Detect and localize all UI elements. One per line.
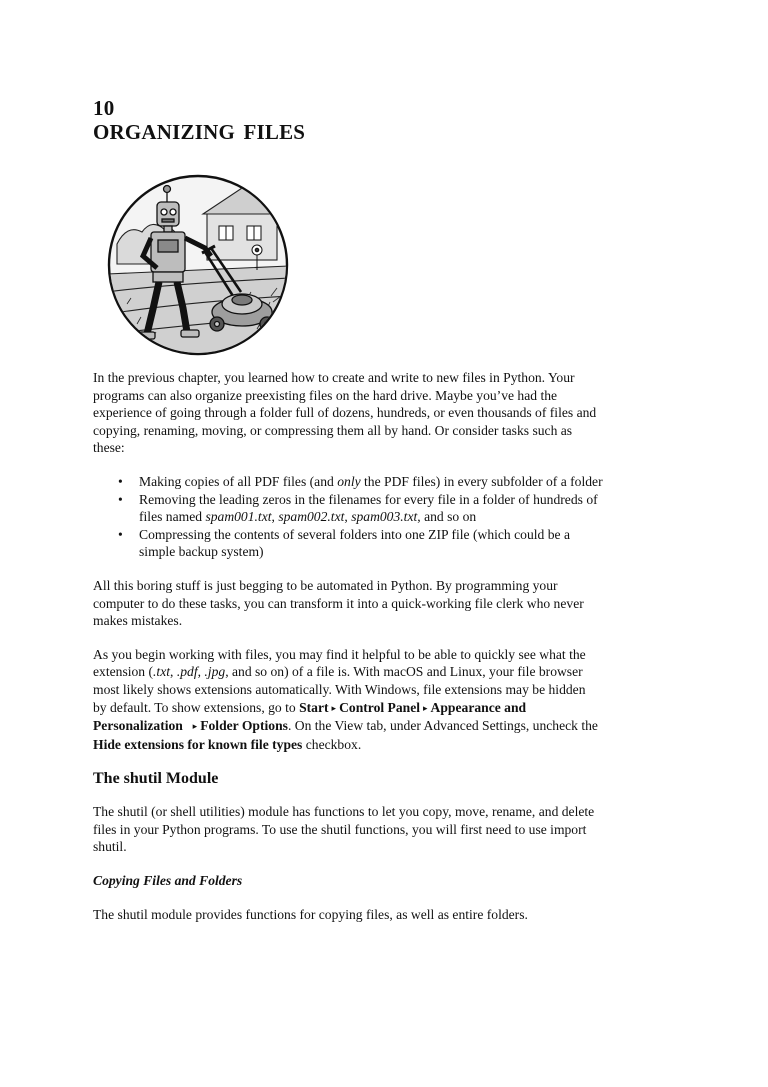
automation-line-2: computer to do these tasks, you can transform it into a quick-working file clerk who never bbox=[93, 595, 584, 611]
extensions-line-4-pre: by default. To show extensions, go to bbox=[93, 699, 300, 715]
chapter-title: ORGANIZING FILES bbox=[93, 120, 306, 144]
shutil-paragraph bbox=[93, 803, 673, 856]
menu-path-control-panel: Control Panel bbox=[339, 699, 421, 715]
copying-paragraph: The shutil module provides functions for copying files, as well as entire folders. bbox=[93, 906, 528, 922]
list-item bbox=[93, 473, 673, 491]
bullet-icon: • bbox=[118, 473, 123, 489]
extensions-paragraph bbox=[93, 646, 673, 754]
bullet-3-line-1: Compressing the contents of several folders into one ZIP file (which could be a bbox=[139, 526, 570, 542]
bullet-2-line-1: Removing the leading zeros in the filenames for every file in a folder of hundreds of bbox=[139, 491, 598, 507]
menu-path-personalization: Personalization bbox=[93, 718, 183, 734]
extensions-line-6-post: checkbox. bbox=[302, 736, 362, 752]
bullet-2-post: , and so on bbox=[417, 509, 477, 525]
bullet-1-emphasis: only bbox=[337, 473, 361, 489]
extensions-comma-1: , bbox=[170, 664, 177, 680]
document-page bbox=[93, 96, 673, 922]
robot-mowing-lawn-illustration bbox=[107, 174, 289, 356]
bullet-2-sep-2: , bbox=[344, 509, 352, 525]
shutil-line-3: shutil. bbox=[93, 839, 127, 855]
bullet-1-text-b: the PDF files) in every subfolder of a folder bbox=[360, 473, 603, 489]
extensions-comma-2: , bbox=[197, 664, 205, 680]
menu-path-start: Start bbox=[299, 699, 329, 715]
hide-extensions-option: Hide extensions for known file types bbox=[93, 736, 303, 752]
extension-jpg: .jpg bbox=[204, 664, 226, 680]
bullet-2-line-2-pre: files named bbox=[139, 509, 206, 525]
intro-line-2: programs can also organize preexisting files on the hard drive. Maybe you’ve had the bbox=[93, 387, 558, 403]
extensions-line-5-post: . On the View tab, under Advanced Settings, uncheck the bbox=[287, 718, 598, 734]
bullet-2-sep-1: , bbox=[271, 509, 279, 525]
chapter-number: 10 bbox=[93, 96, 115, 120]
bullet-icon: • bbox=[118, 526, 123, 542]
intro-line-3: experience of going through a folder full of dozens, hundreds, or even thousands of files and bbox=[93, 405, 597, 421]
shutil-line-2: files in your Python programs. To use the shutil functions, you will first need to use import bbox=[93, 821, 587, 837]
task-bullet-list bbox=[93, 473, 673, 561]
extensions-line-2-pre: extension ( bbox=[93, 664, 154, 680]
automation-line-1: All this boring stuff is just begging to be automated in Python. By programming your bbox=[93, 577, 558, 593]
bullet-icon: • bbox=[118, 491, 123, 507]
intro-line-4: copying, renaming, moving, or compressing them all by hand. Or consider tasks such as bbox=[93, 422, 573, 438]
body-text bbox=[93, 369, 673, 939]
menu-arrow-icon: ▸ bbox=[192, 721, 198, 732]
extensions-line-3: most likely shows extensions automatically. With Windows, file extensions may be hidden bbox=[93, 681, 586, 697]
automation-line-3: makes mistakes. bbox=[93, 613, 183, 629]
shutil-section-heading: The shutil Module bbox=[93, 770, 219, 788]
extensions-line-1: As you begin working with files, you may find it helpful to be able to quickly see what the bbox=[93, 646, 586, 662]
intro-line-5: these: bbox=[93, 440, 125, 456]
automation-paragraph bbox=[93, 577, 673, 630]
menu-path-appearance: Appearance and bbox=[430, 699, 527, 715]
menu-path-folder-options: Folder Options bbox=[200, 718, 288, 734]
filename-spam003: spam003.txt bbox=[351, 509, 418, 525]
filename-spam001: spam001.txt bbox=[205, 509, 272, 525]
filename-spam002: spam002.txt bbox=[278, 509, 345, 525]
copying-subsection-heading: Copying Files and Folders bbox=[93, 873, 243, 889]
bullet-3-line-2: simple backup system) bbox=[139, 544, 264, 560]
extension-txt: .txt bbox=[153, 664, 171, 680]
list-item bbox=[93, 491, 673, 526]
shutil-line-1: The shutil (or shell utilities) module has functions to let you copy, move, rename, and delete bbox=[93, 804, 595, 820]
extensions-line-2-post: , and so on) of a file is. With macOS and Linux, your file browser bbox=[225, 664, 583, 680]
list-item bbox=[93, 526, 673, 561]
bullet-1-text-a: Making copies of all PDF files (and bbox=[139, 473, 338, 489]
menu-arrow-icon: ▸ bbox=[331, 702, 337, 713]
extension-pdf: .pdf bbox=[176, 664, 198, 680]
intro-paragraph bbox=[93, 369, 673, 457]
menu-arrow-icon: ▸ bbox=[423, 702, 428, 713]
intro-line-1: In the previous chapter, you learned how to create and write to new files in Python. Your bbox=[93, 370, 575, 385]
